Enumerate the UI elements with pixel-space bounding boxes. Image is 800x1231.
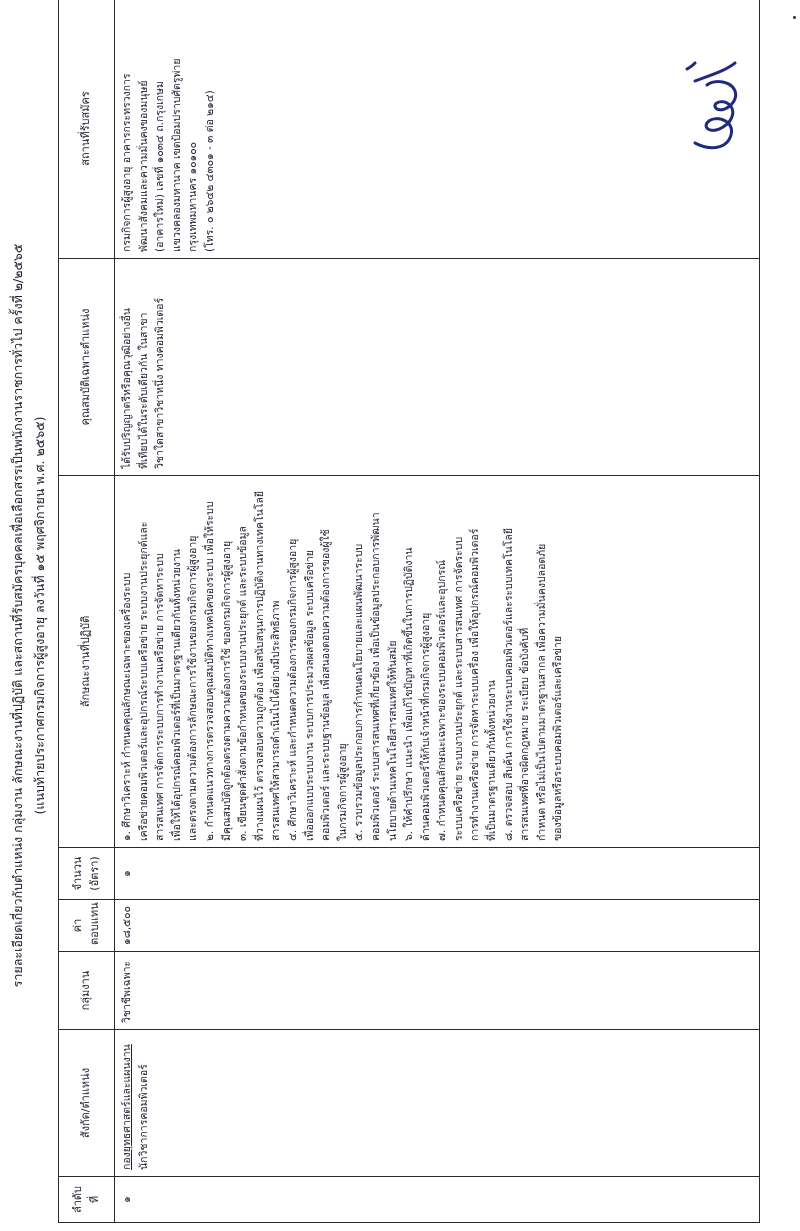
duty-line: ๒. กำหนดแนวทางการตรวจสอบคุณสมบัติทางเทคนิคของระบบ เพื่อให้ระบบ — [203, 501, 216, 841]
table-row — [115, 0, 760, 1223]
location-line: (อาคารใหม่) เลขที่ ๑๐๓๔ ถ.กรุงเกษม — [154, 81, 167, 252]
header-qualifications: คุณสมบัติเฉพาะตำแหน่ง — [59, 259, 115, 476]
duty-line: คอมพิวเตอร์ และระบบฐานข้อมูล เพื่อสนองตอบความต้องการของผู้ใช้ — [320, 529, 333, 841]
duty-line: สารสนเทศที่อาจผิดกฎหมาย ระเบียบ ข้อบังคับที่ — [519, 627, 532, 841]
duty-line: ๔. ศึกษาวิเคราะห์ และกำหนดความต้องการของกรมกิจการผู้สูงอายุ — [286, 538, 299, 841]
table-header-row — [59, 0, 115, 1223]
qualification-line: ได้รับปริญญาตรีหรือคุณวุฒิอย่างอื่น — [121, 308, 133, 469]
location-line: แขวงคลองมหานาค เขตป้อมปราบศัตรูพ่าย — [170, 58, 183, 252]
duty-line: ของข้อมูลหรือระบบคอมพิวเตอร์และเครือข่าย — [552, 636, 565, 841]
row-position-cell — [115, 1030, 760, 1177]
location-line: กรุงเทพมหานคร ๑๐๑๐๐ — [187, 141, 200, 252]
duty-line: เพื่อออกแบบระบบงาน ระบบการประมวลผลข้อมูล ระบบเครือข่าย — [303, 550, 316, 841]
document-title: รายละเอียดเกี่ยวกับตำแหน่ง กลุ่มงาน ลักษณะงานที่ปฏิบัติ และสถานที่รับสมัครบุคคลเพื่อเลือกสรรเป็นพนักงานราชการทั่วไป ครั้งที่ ๒/๒๕๖๕ — [10, 243, 25, 988]
header-location: สถานที่รับสมัคร — [59, 0, 115, 259]
duty-line: ๗. กำหนดคุณลักษณะเฉพาะของระบบคอมพิวเตอร์และอุปกรณ์ — [436, 560, 449, 841]
header-salary: ค่าตอบแทน — [59, 900, 115, 952]
qualifications-list — [119, 265, 169, 469]
duty-line: ระบบเครือข่าย ระบบงานประยุกต์ และระบบสารสนเทศ การจัดระบบ — [452, 536, 465, 841]
location-list — [119, 5, 219, 252]
row-no: ๑ — [115, 1177, 760, 1223]
duty-line: นโยบายด้านเทคโนโลยีสารสนเทศให้ทันสมัย — [386, 640, 399, 841]
document-subtitle: (แนบท้ายประกาศกรมกิจการผู้สูงอายุ ลงวันที่ ๑๕ พฤศจิกายน พ.ศ. ๒๕๖๕) — [32, 416, 47, 815]
duty-line: และตรงตามความต้องการลักษณะการใช้งานของกรมกิจการผู้สูงอายุ — [187, 535, 200, 841]
duty-line: ๘. ตรวจสอบ สืบค้น การใช้งานระบบคอมพิวเตอร์และระบบเทคโนโลยี — [502, 527, 515, 841]
scan-speck — [793, 16, 796, 19]
duty-line: ในกรมกิจการผู้สูงอายุ — [336, 743, 349, 841]
division-name: กองยุทธศาสตร์และแผนงาน — [121, 1044, 133, 1170]
handwritten-signature — [665, 51, 765, 161]
qualification-line: ที่เทียบได้ในระดับเดียวกัน ในสาขา — [137, 312, 150, 469]
positions-table — [58, 0, 760, 1223]
duty-line: ๑. ศึกษาวิเคราะห์ กำหนดคุณลักษณะเฉพาะของเครื่องระบบ — [121, 572, 133, 841]
position-name: นักวิชาการคอมพิวเตอร์ — [137, 1064, 150, 1170]
duty-line: ที่เป็นมาตรฐานเดียวกันทั้งหน่วยงาน — [486, 680, 499, 841]
duty-line: เพื่อให้ได้อุปกรณ์คอมพิวเตอร์ที่เป็นมาตรฐานเดียวกันทั้งหน่วยงาน — [170, 549, 183, 841]
header-no: ลำดับที่ — [59, 1177, 115, 1223]
duty-line: คอมพิวเตอร์ ระบบสารสนเทศที่เกี่ยวข้อง เพื่อเป็นข้อมูลประกอบการพัฒนา — [369, 512, 382, 841]
duty-line: ที่วางแผนไว้ ตรวจสอบความถูกต้อง เพื่อสนับสนุนการปฏิบัติงานทางเทคโนโลยี — [253, 490, 266, 841]
row-group: วิชาชีพเฉพาะ — [115, 952, 760, 1030]
duty-line: สารสนเทศให้สามารถดำเนินไปได้อย่างมีประสิทธิภาพ — [270, 600, 283, 841]
duty-line: มีคุณสมบัติถูกต้องตรงตามความต้องการใช้ ของกรมกิจการผู้สูงอายุ — [220, 540, 233, 841]
location-line: กรมกิจการผู้สูงอายุ อาคารกระทรวงการ — [121, 73, 133, 252]
location-line: พัฒนาสังคมและความมั่นคงของมนุษย์ — [137, 80, 150, 252]
header-duties: ลักษณะงานที่ปฏิบัติ — [59, 476, 115, 848]
location-line: (โทร. ๐ ๒๖๔๒ ๔๓๐๑ - ๓ ต่อ ๒๑๔) — [203, 90, 216, 252]
duty-line: ด้านคอมพิวเตอร์ให้กับเจ้าหน้าที่กรมกิจการผู้สูงอายุ — [419, 612, 432, 841]
header-group: กลุ่มงาน — [59, 952, 115, 1030]
qualification-line: วิชาใดสาขาวิชาหนึ่ง ทางคอมพิวเตอร์ — [154, 297, 167, 469]
row-qualifications-cell — [115, 259, 760, 476]
duty-line: ๓. เขียนชุดคำสั่งตามข้อกำหนดของระบบงานประยุกต์ และระบบข้อมูล — [237, 526, 250, 841]
header-count: จำนวน (อัตรา) — [59, 848, 115, 900]
row-duties-cell — [115, 476, 760, 848]
duty-line: เครือข่ายคอมพิวเตอร์และอุปกรณ์ระบบเครือข่าย ระบบงานประยุกต์และ — [137, 521, 150, 841]
row-salary: ๑๘,๕๐๐ — [115, 900, 760, 952]
duty-line: การทำงานเครือข่าย การจัดหาระบบเครื่อง เพื่อให้อุปกรณ์คอมพิวเตอร์ — [469, 528, 482, 841]
duty-line: กำหนด หรือไม่เป็นไปตามมาตรฐานสากล เพื่อความมั่นคงปลอดภัย — [535, 543, 548, 841]
duty-line: ๖. ให้คำปรึกษา แนะนำ เพื่อแก้ไขปัญหาที่เกิดขึ้นในการปฏิบัติงาน — [403, 547, 416, 841]
row-count: ๑ — [115, 848, 760, 900]
duty-line: ๕. รวบรวมข้อมูลประกอบการกำหนดนโยบายและแผนพัฒนาระบบ — [353, 543, 366, 841]
header-position: สังกัด/ตำแหน่ง — [59, 1030, 115, 1177]
duties-list — [119, 482, 567, 841]
duty-line: สารสนเทศ การจัดการระบบการทำงานเครือข่าย การจัดหาระบบ — [154, 553, 167, 841]
row-location-cell — [115, 0, 760, 259]
